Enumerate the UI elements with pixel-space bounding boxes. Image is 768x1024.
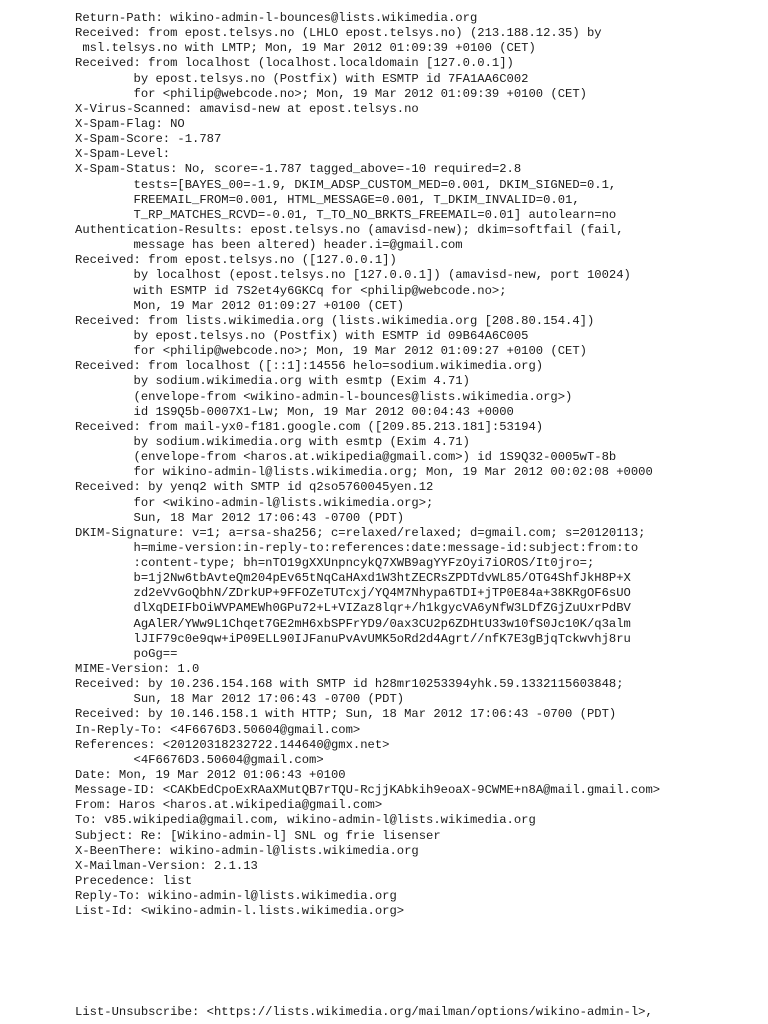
header-line: id 1S9Q5b-0007X1-Lw; Mon, 19 Mar 2012 00:04:43 +0000 bbox=[75, 404, 514, 419]
header-line: h=mime-version:in-reply-to:references:date:message-id:subject:from:to bbox=[75, 540, 639, 555]
header-line: dlXqDEIFbOiWVPAMEWh0GPu72+L+VIZaz8lqr+/h1kgycVA6yNfW3LDfZGjZuUxrPdBV bbox=[75, 601, 631, 616]
header-line: by sodium.wikimedia.org with esmtp (Exim 4.71) bbox=[75, 374, 470, 389]
header-line: msl.telsys.no with LMTP; Mon, 19 Mar 2012 01:09:39 +0100 (CET) bbox=[75, 41, 536, 56]
list-unsubscribe-line: List-Unsubscribe: <https://lists.wikimedia.org/mailman/options/wikino-admin-l>, bbox=[75, 1005, 653, 1019]
header-line: Message-ID: <CAKbEdCpoExRAaXMutQB7rTQU-RcjjKAbkih9eoaX-9CWME+n8A@mail.gmail.com> bbox=[75, 783, 661, 798]
header-line: for <philip@webcode.no>; Mon, 19 Mar 2012 01:09:27 +0100 (CET) bbox=[75, 344, 587, 359]
header-line: with ESMTP id 7S2et4y6GKCq for <philip@webcode.no>; bbox=[75, 283, 507, 298]
header-line: X-Spam-Status: No, score=-1.787 tagged_above=-10 required=2.8 bbox=[75, 162, 522, 177]
header-line: by epost.telsys.no (Postfix) with ESMTP id 09B64A6C005 bbox=[75, 328, 529, 343]
header-line: DKIM-Signature: v=1; a=rsa-sha256; c=relaxed/relaxed; d=gmail.com; s=20120113; bbox=[75, 525, 646, 540]
header-line: Received: from mail-yx0-f181.google.com ([209.85.213.181]:53194) bbox=[75, 419, 544, 434]
header-line: tests=[BAYES_00=-1.9, DKIM_ADSP_CUSTOM_MED=0.001, DKIM_SIGNED=0.1, bbox=[75, 177, 617, 192]
header-line: Received: by yenq2 with SMTP id q2so5760045yen.12 bbox=[75, 480, 434, 495]
header-line: message has been altered) header.i=@gmail.com bbox=[75, 238, 463, 253]
header-line: Received: by 10.236.154.168 with SMTP id h28mr10253394yhk.59.1332115603848; bbox=[75, 677, 624, 692]
header-line: (envelope-from <wikino-admin-l-bounces@lists.wikimedia.org>) bbox=[75, 389, 573, 404]
header-line: Received: from epost.telsys.no ([127.0.0.1]) bbox=[75, 253, 397, 268]
header-line: Received: from localhost (localhost.localdomain [127.0.0.1]) bbox=[75, 56, 514, 71]
header-line: From: Haros <haros.at.wikipedia@gmail.com> bbox=[75, 798, 383, 813]
header-line: for <wikino-admin-l@lists.wikimedia.org>; bbox=[75, 495, 434, 510]
header-line: X-Mailman-Version: 2.1.13 bbox=[75, 858, 258, 873]
header-line: X-Spam-Score: -1.787 bbox=[75, 132, 222, 147]
header-line: X-Spam-Flag: NO bbox=[75, 116, 185, 131]
header-line: X-Virus-Scanned: amavisd-new at epost.telsys.no bbox=[75, 101, 419, 116]
header-line: Sun, 18 Mar 2012 17:06:43 -0700 (PDT) bbox=[75, 510, 405, 525]
header-line: X-BeenThere: wikino-admin-l@lists.wikimedia.org bbox=[75, 843, 419, 858]
header-line: by localhost (epost.telsys.no [127.0.0.1]) (amavisd-new, port 10024) bbox=[75, 268, 631, 283]
header-line: T_RP_MATCHES_RCVD=-0.01, T_TO_NO_BRKTS_FREEMAIL=0.01] autolearn=no bbox=[75, 207, 617, 222]
header-line: AgAlER/YWw9L1Chqet7GE2mH6xbSPFrYD9/0ax3CU2p6ZDHtU33w10fS0Jc10K/q3alm bbox=[75, 616, 631, 631]
header-line: Received: by 10.146.158.1 with HTTP; Sun, 18 Mar 2012 17:06:43 -0700 (PDT) bbox=[75, 707, 617, 722]
header-line: Received: from localhost ([::1]:14556 helo=sodium.wikimedia.org) bbox=[75, 359, 544, 374]
header-line: Reply-To: wikino-admin-l@lists.wikimedia.org bbox=[75, 889, 397, 904]
header-line: for wikino-admin-l@lists.wikimedia.org; Mon, 19 Mar 2012 00:02:08 +0000 bbox=[75, 465, 653, 480]
header-line: Mon, 19 Mar 2012 01:09:27 +0100 (CET) bbox=[75, 298, 405, 313]
header-line: Subject: Re: [Wikino-admin-l] SNL og frie lisenser bbox=[75, 828, 441, 843]
header-line: for <philip@webcode.no>; Mon, 19 Mar 2012 01:09:39 +0100 (CET) bbox=[75, 86, 587, 101]
header-line: Received: from lists.wikimedia.org (lists.wikimedia.org [208.80.154.4]) bbox=[75, 313, 595, 328]
header-line: X-Spam-Level: bbox=[75, 147, 171, 162]
header-line: Received: from epost.telsys.no (LHLO epost.telsys.no) (213.188.12.35) by bbox=[75, 26, 602, 41]
header-line: Sun, 18 Mar 2012 17:06:43 -0700 (PDT) bbox=[75, 692, 405, 707]
header-line: List-Id: <wikino-admin-l.lists.wikimedia.org> bbox=[75, 904, 405, 919]
header-line: b=1j2Nw6tbAvteQm204pEv65tNqCaHAxd1W3htZECRsZPDTdvWL85/OTG4ShfJkH8P+X bbox=[75, 571, 631, 586]
email-raw-headers bbox=[75, 11, 660, 919]
header-line: In-Reply-To: <4F6676D3.50604@gmail.com> bbox=[75, 722, 361, 737]
header-line: <4F6676D3.50604@gmail.com> bbox=[75, 752, 324, 767]
header-line: Return-Path: wikino-admin-l-bounces@lists.wikimedia.org bbox=[75, 11, 478, 25]
header-line: To: v85.wikipedia@gmail.com, wikino-admin-l@lists.wikimedia.org bbox=[75, 813, 536, 828]
header-line: :content-type; bh=nTO19gXXUnpncykQ7XWB9agYYFzOyi7iOROS/It0jro=; bbox=[75, 556, 595, 571]
header-line: Date: Mon, 19 Mar 2012 01:06:43 +0100 bbox=[75, 768, 346, 783]
header-line: FREEMAIL_FROM=0.001, HTML_MESSAGE=0.001, T_DKIM_INVALID=0.01, bbox=[75, 192, 580, 207]
header-line: Precedence: list bbox=[75, 874, 193, 889]
header-line: lJIF79c0e9qw+iP09ELL90IJFanuPvAvUMK5oRd2d4Agrt//nfK7E3gBjqTckwvhj8ru bbox=[75, 631, 631, 646]
header-line: zd2eVvGoQbhN/ZDrkUP+9FFOZeTUTcxj/YQ4M7Nhypa6TDI+jTP0E84a+38KRgOF6sUO bbox=[75, 586, 631, 601]
header-line: MIME-Version: 1.0 bbox=[75, 662, 200, 677]
header-line: References: <20120318232722.144640@gmx.net> bbox=[75, 737, 390, 752]
header-line: (envelope-from <haros.at.wikipedia@gmail.com>) id 1S9Q32-0005wT-8b bbox=[75, 450, 617, 465]
header-line: by sodium.wikimedia.org with esmtp (Exim 4.71) bbox=[75, 434, 470, 449]
header-line: by epost.telsys.no (Postfix) with ESMTP id 7FA1AA6C002 bbox=[75, 71, 529, 86]
header-line: poGg== bbox=[75, 646, 178, 661]
header-line: Authentication-Results: epost.telsys.no (amavisd-new); dkim=softfail (fail, bbox=[75, 222, 624, 237]
